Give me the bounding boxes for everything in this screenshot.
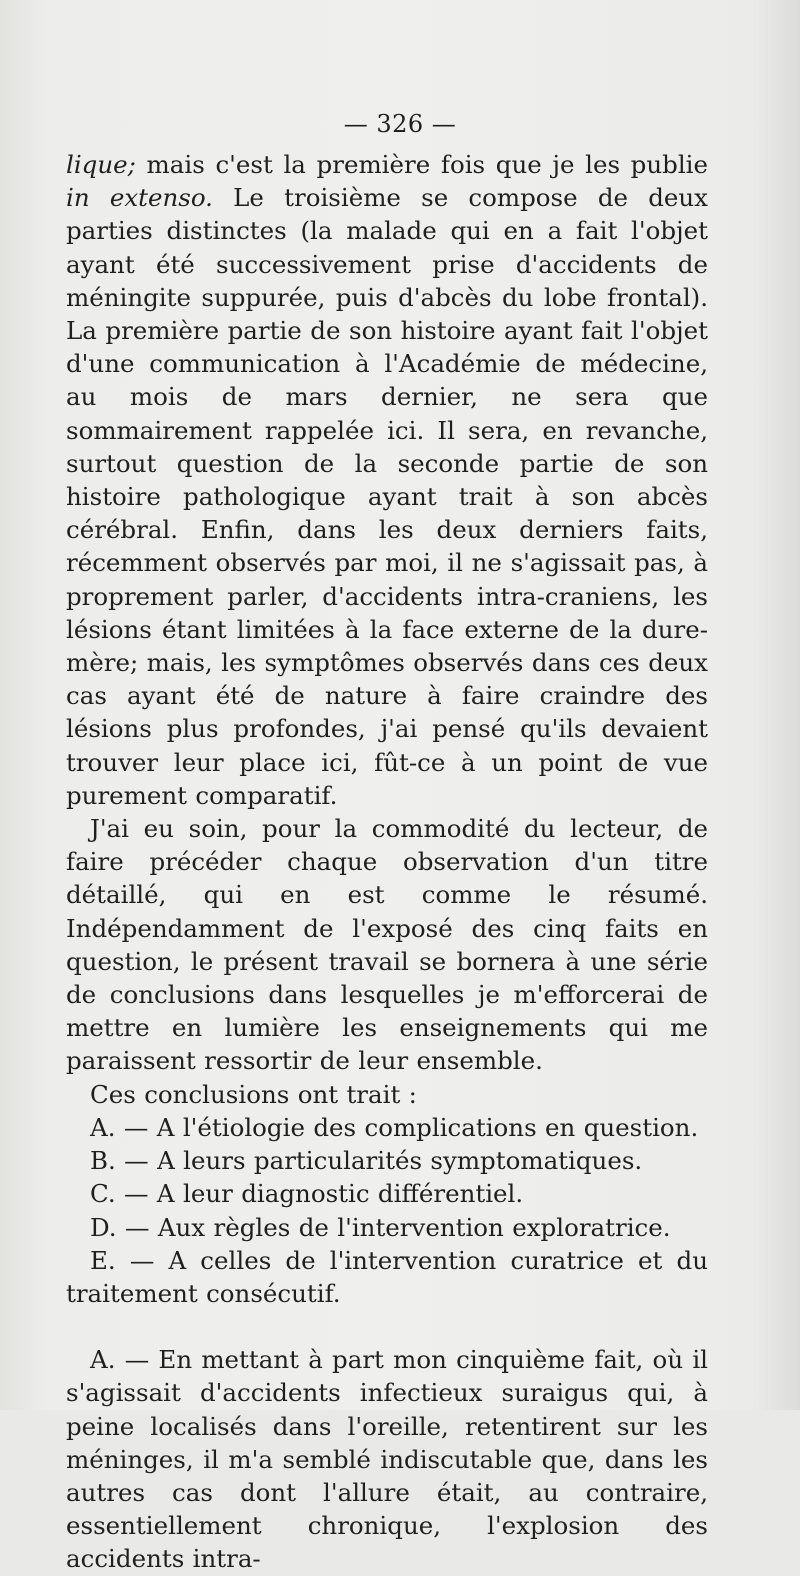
paragraph-text: mais c'est la première fois que je les publie: [135, 150, 708, 179]
section-spacer: [66, 1310, 708, 1343]
body-text: [66, 148, 708, 1576]
list-item: D. — Aux règles de l'intervention exploratrice.: [90, 1212, 671, 1242]
list-item: E. — A celles de l'intervention curatrice et du traitement consécutif.: [66, 1245, 708, 1308]
italic-phrase: in extenso.: [66, 183, 213, 213]
italic-word: lique;: [66, 150, 136, 179]
list-item: A. — A l'étiologie des complications en question.: [90, 1112, 699, 1142]
page-number: — 326 —: [343, 110, 457, 138]
paragraph-text: Le troisième se compose de deux parties distinctes (la malade qui en a fait l'objet ayant été successivement prise d'accidents de méningite suppurée, puis d'abcès du lobe frontal). La première partie de son histoire ayant fait l'objet d'une communication à l'Académie de médecine, au mois de mars dernier, ne sera que sommairement rappelée ici. Il sera, en revanche, surtout question de la seconde partie de son histoire pathologique ayant trait à son abcès cérébral. Enfin, dans les deux derniers faits, récemment observés par moi, il ne s'agissait pas, à proprement parler, d'accidents intra-craniens, les lésions étant limitées à la face externe de la dure-mère; mais, les symptômes observés dans ces deux cas ayant été de nature à faire craindre des lésions plus profondes, j'ai pensé qu'ils devaient trouver leur place ici, fût-ce à un point de vue purement comparatif.: [66, 183, 709, 810]
list-item: B. — A leurs particularités symptomatiques.: [90, 1146, 643, 1176]
paragraph-continuation: [66, 148, 708, 812]
list-item: C. — A leur diagnostic différentiel.: [90, 1179, 524, 1209]
paragraph-intro-method: J'ai eu soin, pour la commodité du lecteur, de faire précéder chaque observation d'un titre détaillé, qui en est comme le résumé. Indépendamment de l'exposé des cinq faits en question, le présent travail se bornera à une série de conclusions dans lesquelles je m'efforcerai de mettre en lumière les enseignements qui me paraissent ressortir de leur ensemble.: [66, 814, 708, 1076]
paragraph-section-a: A. — En mettant à part mon cinquième fait, où il s'agissait d'accidents infectieux suraigus qui, à peine localisés dans l'oreille, retentirent sur les méninges, il m'a semblé indiscutable que, dans les autres cas dont l'allure était, au contraire, essentiellement chronique, l'explosion des accidents intra-: [66, 1345, 708, 1574]
paragraph-conclusions-lead: Ces conclusions ont trait :: [90, 1079, 417, 1109]
